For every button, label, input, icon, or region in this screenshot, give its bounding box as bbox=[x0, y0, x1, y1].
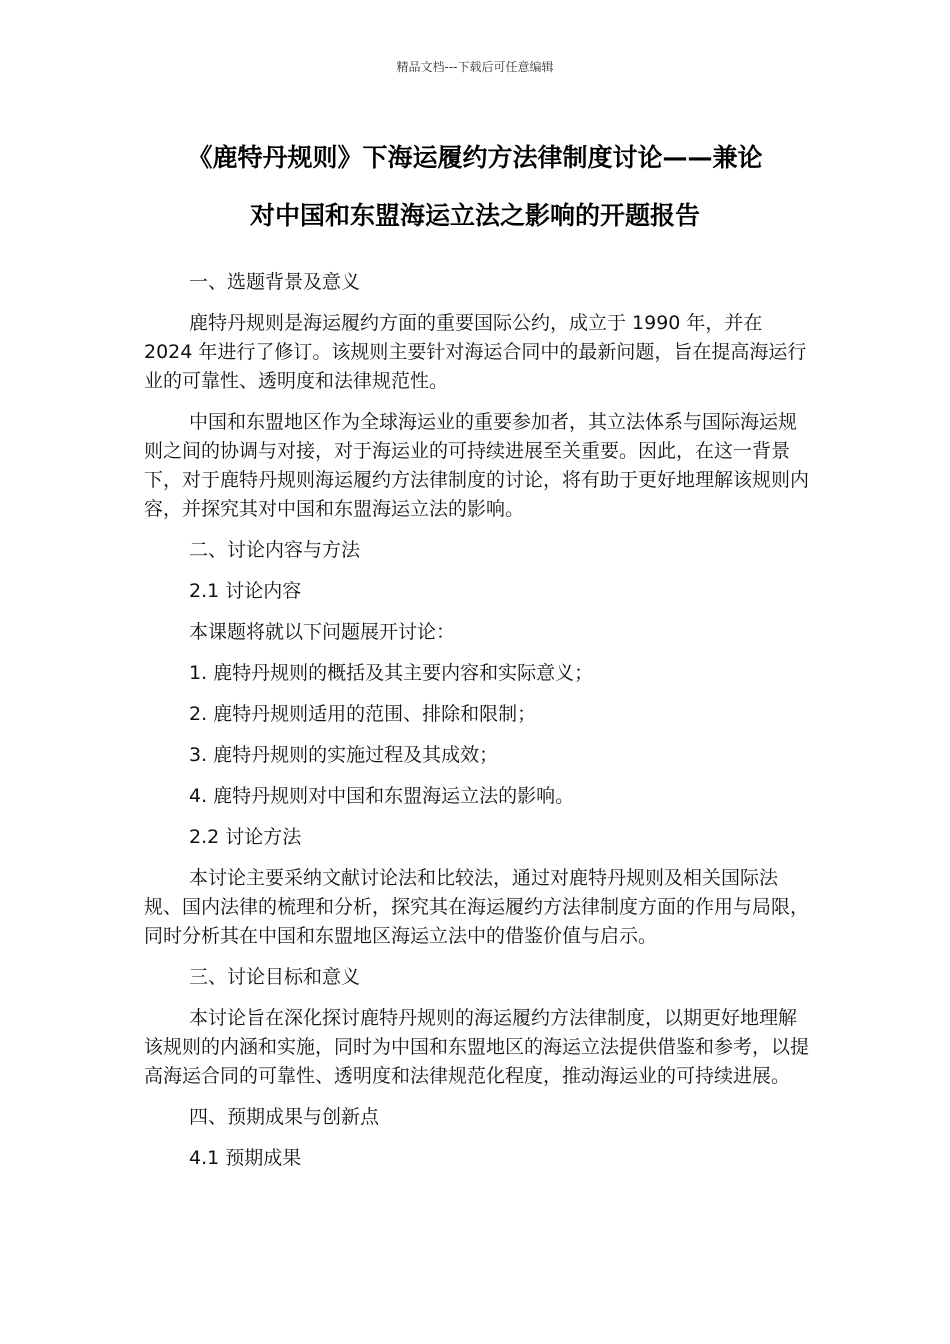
paragraph-goals: 本讨论旨在深化探讨鹿特丹规则的海运履约方法律制度，以期更好地理解该规则的内涵和实施，同时为中国和东盟地区的海运立法提供借鉴和参考，以提高海运合同的可靠性、透明度和法律规范化程度，推动海运业的可持续进展。 bbox=[144, 1007, 810, 1087]
list-item: 3. 鹿特丹规则的实施过程及其成效； bbox=[189, 744, 499, 766]
document-title-line-2: 对中国和东盟海运立法之影响的开题报告 bbox=[249, 201, 700, 230]
paragraph-method: 本讨论主要采纳文献讨论法和比较法，通过对鹿特丹规则及相关国际法规、国内法律的梳理和分析，探究其在海运履约方法律制度方面的作用与局限，同时分析其在中国和东盟地区海运立法中的借鉴价值与启示。 bbox=[144, 867, 810, 947]
page-header-note: 精品文档---下载后可任意编辑 bbox=[396, 60, 554, 74]
section-heading-goals: 三、讨论目标和意义 bbox=[189, 966, 361, 988]
subsection-heading-content: 2.1 讨论内容 bbox=[189, 580, 302, 602]
subsection-heading-expected-outcomes: 4.1 预期成果 bbox=[189, 1147, 302, 1169]
list-item: 4. 鹿特丹规则对中国和东盟海运立法的影响。 bbox=[189, 785, 575, 807]
paragraph-background-2: 中国和东盟地区作为全球海运业的重要参加者，其立法体系与国际海运规则之间的协调与对接，对于海运业的可持续进展至关重要。因此，在这一背景下，对于鹿特丹规则海运履约方法律制度的讨论，将有助于更好地理解该规则内容，并探究其对中国和东盟海运立法的影响。 bbox=[144, 411, 810, 520]
document-body bbox=[144, 268, 809, 1185]
section-heading-content-method: 二、讨论内容与方法 bbox=[189, 539, 361, 561]
section-heading-background: 一、选题背景及意义 bbox=[189, 271, 361, 293]
section-heading-outcomes: 四、预期成果与创新点 bbox=[189, 1106, 380, 1128]
list-intro: 本课题将就以下问题展开讨论： bbox=[189, 621, 456, 643]
subsection-heading-method: 2.2 讨论方法 bbox=[189, 826, 302, 848]
paragraph-background-1: 鹿特丹规则是海运履约方面的重要国际公约，成立于 1990 年，并在 2024 年进行了修订。该规则主要针对海运合同中的最新问题，旨在提高海运行业的可靠性、透明度和法律规范性。 bbox=[144, 312, 807, 392]
list-item: 2. 鹿特丹规则适用的范围、排除和限制； bbox=[189, 703, 537, 725]
list-item: 1. 鹿特丹规则的概括及其主要内容和实际意义； bbox=[189, 662, 594, 684]
document-title-line-1: 《鹿特丹规则》下海运履约方法律制度讨论——兼论 bbox=[187, 143, 763, 172]
